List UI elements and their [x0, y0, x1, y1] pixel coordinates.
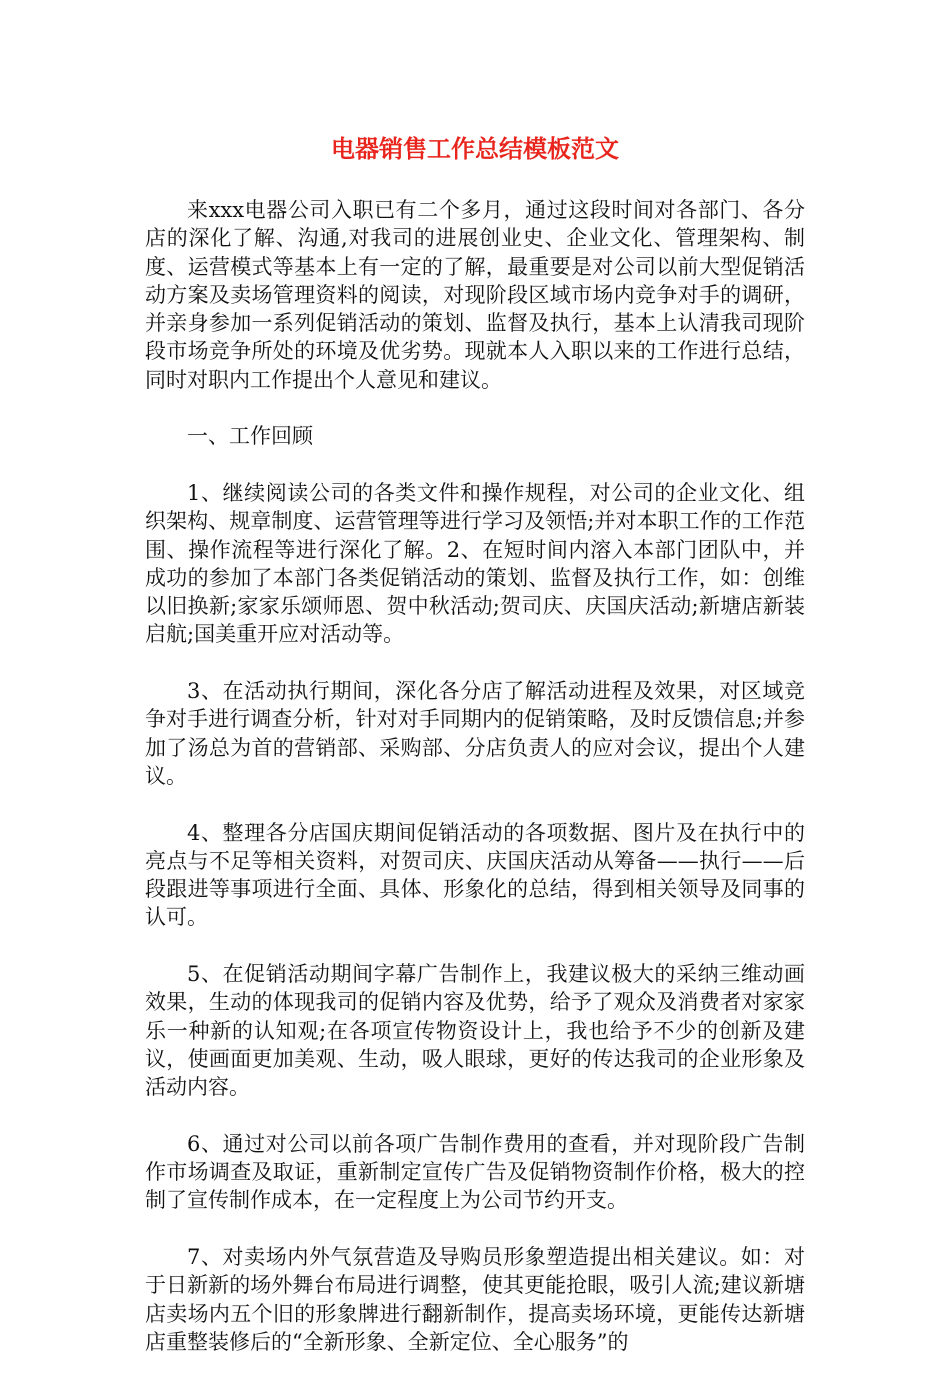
section-heading-work-review: 一、工作回顾 [187, 424, 313, 449]
paragraph-item-4: 4、整理各分店国庆期间促销活动的各项数据、图片及在执行中的亮点与不足等相关资料，对贺司庆、庆国庆活动从筹备——执行——后段跟进等事项进行全面、具体、形象化的总结，得到相关领导及同事的认可。 [145, 820, 805, 930]
paragraph-item-3: 3、在活动执行期间，深化各分店了解活动进程及效果，对区域竞争对手进行调查分析，针对对手同期内的促销策略，及时反馈信息;并参加了汤总为首的营销部、采购部、分店负责人的应对会议，提出个人建议。 [145, 679, 805, 788]
document-title: 电器销售工作总结模板范文 [331, 135, 619, 163]
paragraph-item-5: 5、在促销活动期间字幕广告制作上，我建议极大的采纳三维动画效果，生动的体现我司的促销内容及优势，给予了观众及消费者对家家乐一种新的认知观;在各项宣传物资设计上，我也给予不少的创新及建议，使画面更加美观、生动，吸人眼球，更好的传达我司的企业形象及活动内容。 [145, 962, 805, 1100]
paragraph-item-6: 6、通过对公司以前各项广告制作费用的查看，并对现阶段广告制作市场调查及取证，重新制定宣传广告及促销物资制作价格，极大的控制了宣传制作成本，在一定程度上为公司节约开支。 [145, 1131, 805, 1213]
paragraph-intro: 来xxx电器公司入职已有二个多月，通过这段时间对各部门、各分店的深化了解、沟通,对我司的进展创业史、企业文化、管理架构、制度、运营模式等基本上有一定的了解，最重要是对公司以前大型促销活动方案及卖场管理资料的阅读，对现阶段区域市场内竞争对手的调研，并亲身参加一系列促销活动的策划、监督及执行，基本上认清我司现阶段市场竞争所处的环境及优劣势。现就本人入职以来的工作进行总结，同时对职内工作提出个人意见和建议。 [145, 198, 805, 392]
document-body [145, 196, 805, 1384]
paragraph-item-7: 7、对卖场内外气氛营造及导购员形象塑造提出相关建议。如：对于日新新的场外舞台布局进行调整，使其更能抢眼，吸引人流;建议新塘店卖场内五个旧的形象牌进行翻新制作，提高卖场环境，更能传达新塘店重整装修后的“全新形象、全新定位、全心服务”的 [145, 1244, 805, 1354]
paragraph-item-1-2: 1、继续阅读公司的各类文件和操作规程，对公司的企业文化、组织架构、规章制度、运营管理等进行学习及领悟;并对本职工作的工作范围、操作流程等进行深化了解。2、在短时间内溶入本部门团队中，并成功的参加了本部门各类促销活动的策划、监督及执行工作，如：创维以旧换新;家家乐颂师恩、贺中秋活动;贺司庆、庆国庆活动;新塘店新装启航;国美重开应对活动等。 [145, 480, 805, 647]
